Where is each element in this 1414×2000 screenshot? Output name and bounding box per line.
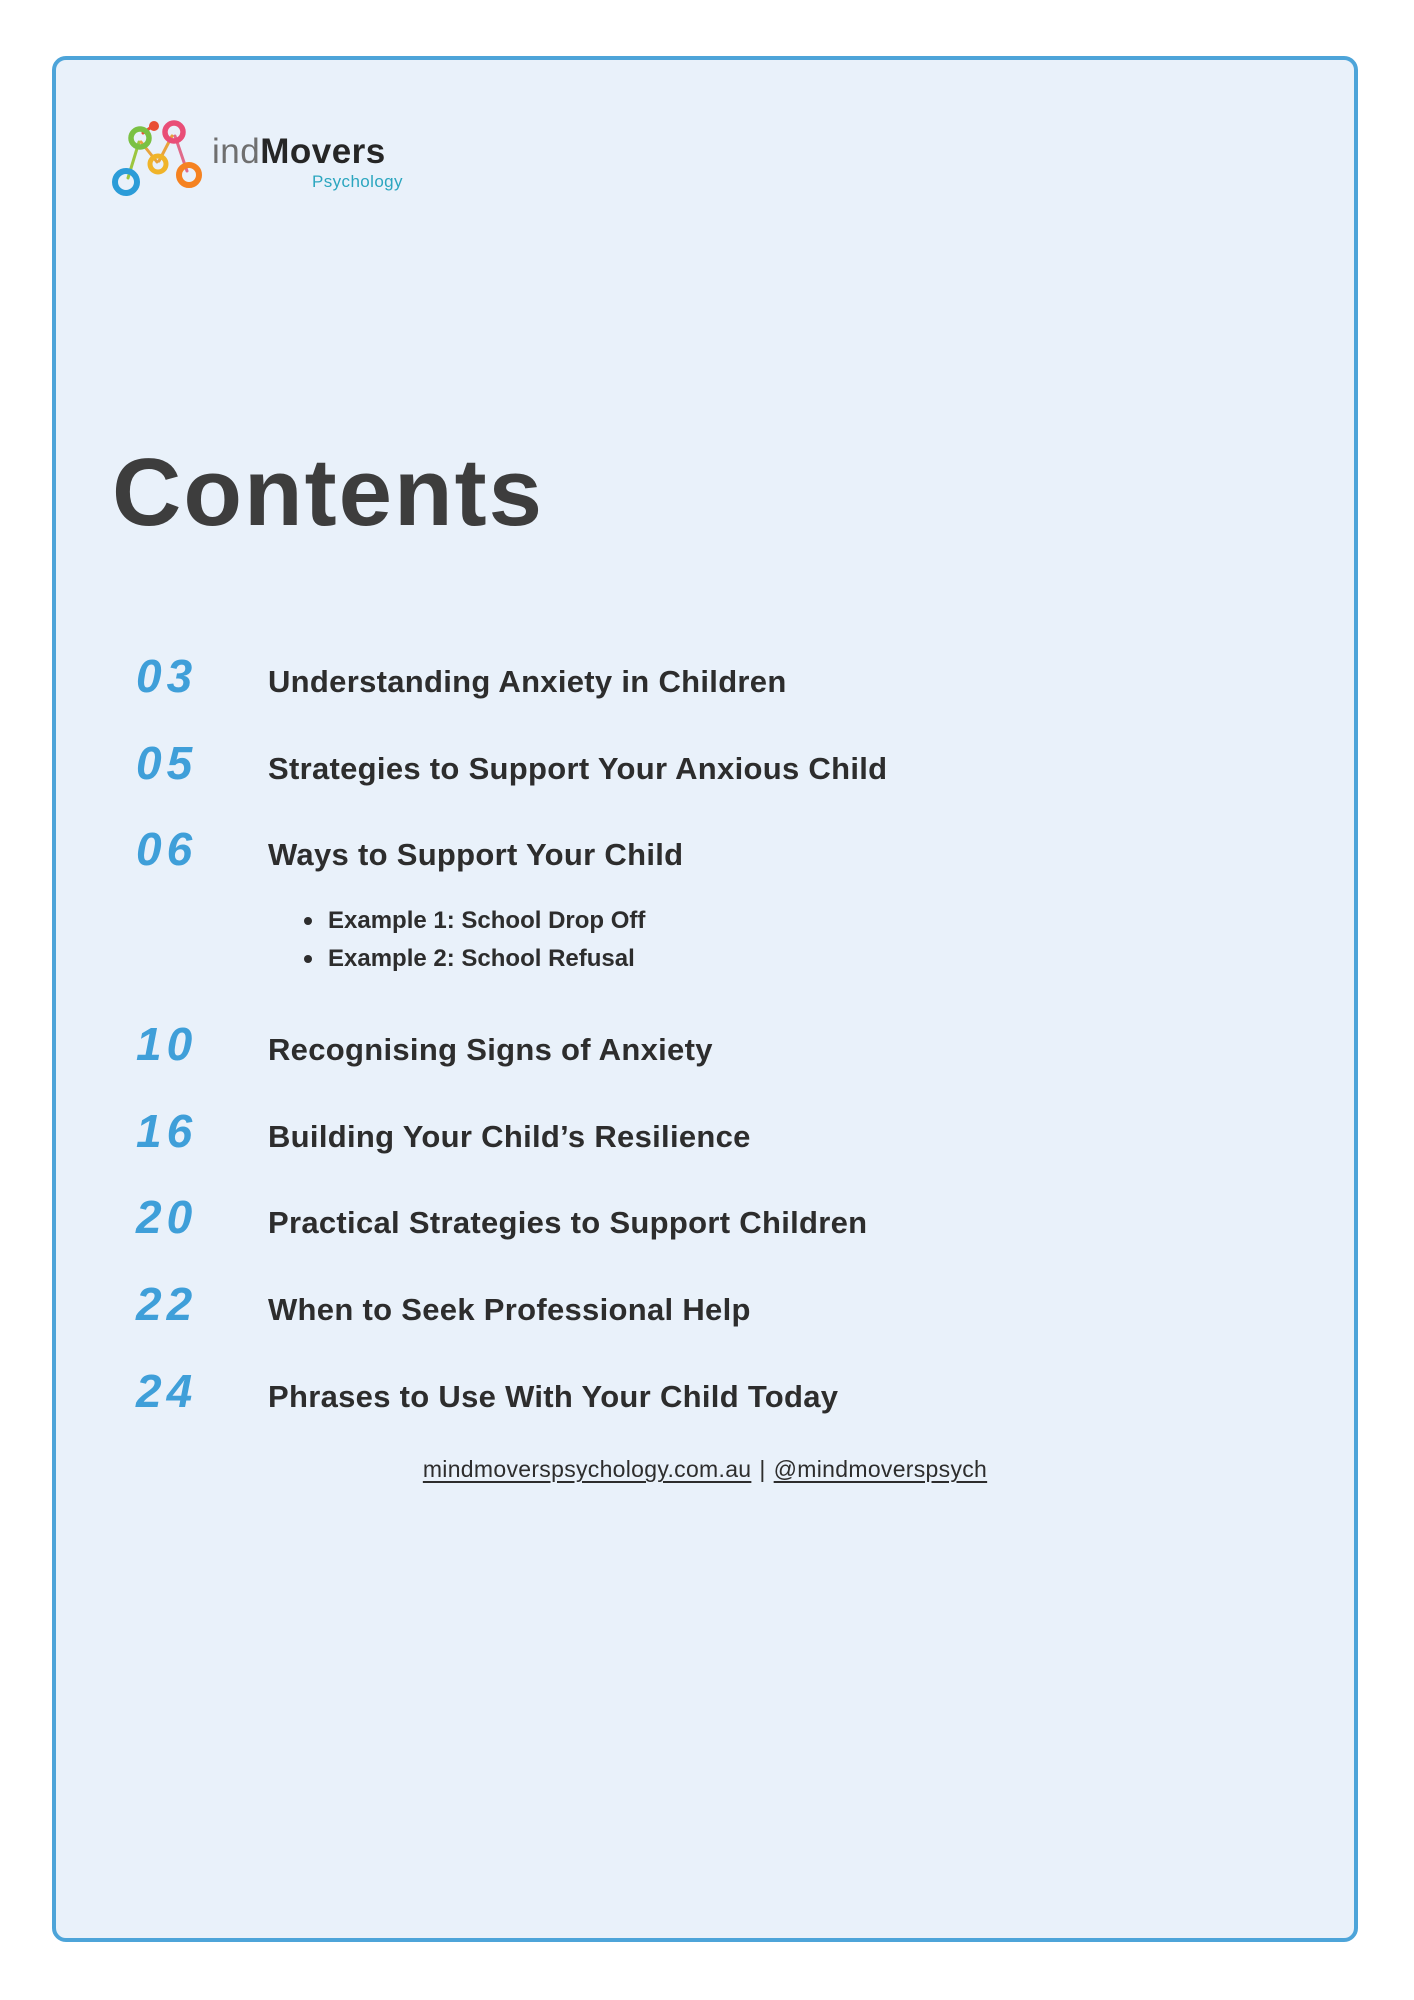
bullet-icon [304, 917, 312, 925]
brand-text [212, 134, 403, 191]
toc-entry [136, 825, 1298, 875]
toc-sub-list [304, 902, 1298, 978]
toc-entry-label: When to Seek Professional Help [268, 1292, 751, 1328]
toc-entry [136, 1104, 1298, 1157]
brand-name [212, 134, 403, 171]
toc-entry-number: 22 [136, 1278, 198, 1331]
toc-entry-label: Practical Strategies to Support Children [268, 1205, 868, 1241]
toc-entry [136, 652, 1298, 702]
toc-entry [136, 1193, 1298, 1243]
toc-entry-label: Building Your Child’s Resilience [268, 1118, 751, 1154]
brand-subtitle: Psychology [312, 171, 403, 191]
toc-entry-number: 10 [136, 1018, 198, 1071]
toc-entry-label: Understanding Anxiety in Children [268, 664, 787, 699]
bullet-icon [304, 955, 312, 963]
page-footer [56, 1456, 1354, 1483]
toc-sub-entry [304, 902, 1298, 940]
toc-entry-number: 03 [136, 650, 198, 702]
toc-entry-number: 16 [136, 1104, 198, 1157]
toc-sub-entry-label: Example 1: School Drop Off [328, 907, 646, 935]
website-link[interactable]: mindmoverspsychology.com.au [422, 1456, 752, 1482]
toc-entry [136, 736, 1298, 789]
toc-entry-label: Ways to Support Your Child [268, 837, 684, 873]
toc-entry-label: Strategies to Support Your Anxious Child [268, 750, 888, 786]
toc-entry-number: 06 [136, 823, 198, 876]
toc-entry [136, 1280, 1298, 1330]
toc-entry-label: Phrases to Use With Your Child Today [268, 1378, 839, 1414]
toc-sub-entry [304, 940, 1298, 978]
footer-separator: | [759, 1456, 766, 1482]
toc-entry [136, 1364, 1298, 1417]
toc-entry-number: 05 [136, 736, 198, 789]
brand-name-bold: Movers [260, 132, 386, 171]
mindmovers-logo-icon [112, 118, 208, 202]
logo [112, 118, 403, 202]
toc-entry-number: 24 [136, 1364, 198, 1417]
toc-entry-label: Recognising Signs of Anxiety [268, 1032, 713, 1068]
toc-sub-entry-label: Example 2: School Refusal [328, 945, 635, 973]
brand-name-prefix: ind [212, 132, 261, 171]
social-link[interactable]: @mindmoverspsych [773, 1456, 988, 1482]
table-of-contents [136, 652, 1298, 1453]
toc-entry-number: 20 [136, 1191, 198, 1244]
toc-entry [136, 1020, 1298, 1070]
document-page [52, 56, 1358, 1942]
page-title: Contents [112, 439, 544, 546]
